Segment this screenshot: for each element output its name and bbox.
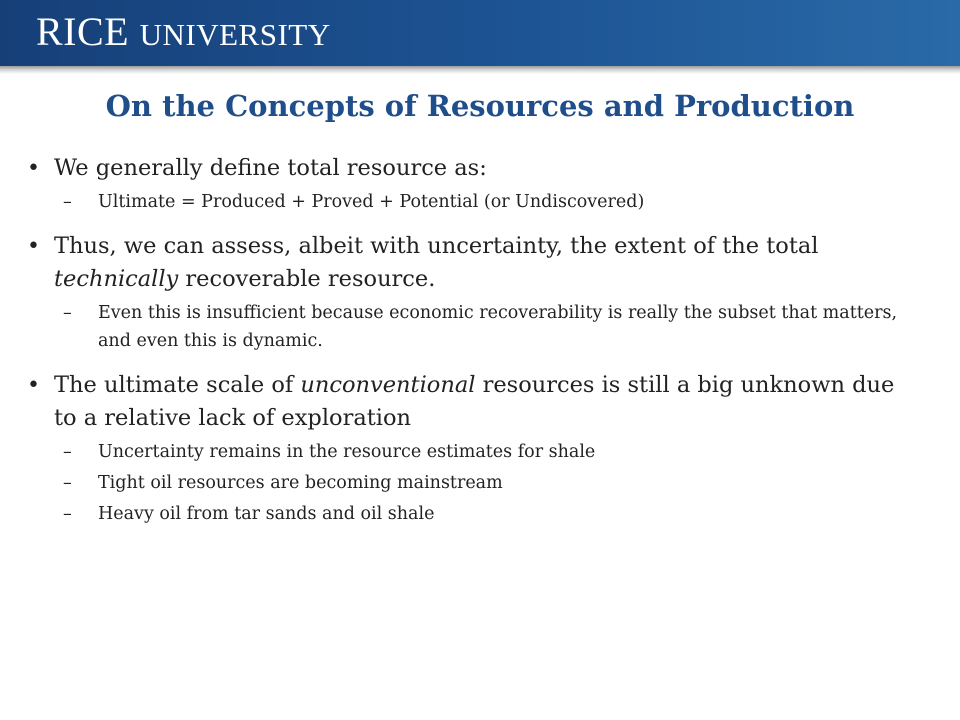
bullet-text-emphasis: unconventional (300, 372, 476, 398)
bullet-marker: • (27, 156, 40, 181)
logo-word-rice: RICE (36, 9, 130, 54)
bullet-text (54, 230, 920, 296)
rice-university-logo (36, 9, 331, 55)
sub-bullet-item (0, 299, 960, 355)
sub-bullet-text: Ultimate = Produced + Proved + Potential (or Undiscovered) (98, 192, 645, 212)
bullet-text (54, 152, 920, 185)
sub-bullet-item (0, 500, 960, 528)
slide-title: On the Concepts of Resources and Production (105, 89, 855, 123)
bullet-item (0, 369, 960, 435)
bullet-text-segment: The ultimate scale of (54, 372, 301, 398)
sub-bullet-text: Uncertainty remains in the resource estimates for shale (98, 442, 596, 462)
bullet-marker: • (27, 234, 40, 259)
bullet-item (0, 230, 960, 296)
sub-bullet-text: Tight oil resources are becoming mainstream (98, 473, 503, 493)
dash-marker: – (63, 473, 72, 493)
sub-bullet-item (0, 188, 960, 216)
sub-bullet-item (0, 469, 960, 497)
bullet-item (0, 152, 960, 185)
bullet-text-segment: recoverable resource. (178, 266, 436, 292)
bullet-marker: • (27, 373, 40, 398)
header-shadow (0, 66, 960, 74)
dash-marker: – (63, 442, 72, 462)
bullet-text-segment: resources is still a big unknown due to a relative lack of exploration (54, 372, 895, 431)
dash-marker: – (63, 504, 72, 524)
bullet-list (0, 152, 960, 528)
logo-word-university: UNIVERSITY (139, 17, 331, 52)
dash-marker: – (63, 192, 72, 212)
bullet-text (54, 369, 920, 435)
sub-bullet-text: Even this is insufficient because economic recoverability is really the subset that matters, and even this is dynamic. (98, 303, 898, 351)
sub-bullet-text: Heavy oil from tar sands and oil shale (98, 504, 435, 524)
bullet-text-segment: We generally define total resource as: (54, 155, 487, 181)
bullet-text-segment: Thus, we can assess, albeit with uncertainty, the extent of the total (54, 233, 819, 259)
dash-marker: – (63, 303, 72, 323)
sub-bullet-item (0, 438, 960, 466)
bullet-text-emphasis: technically (54, 266, 179, 292)
